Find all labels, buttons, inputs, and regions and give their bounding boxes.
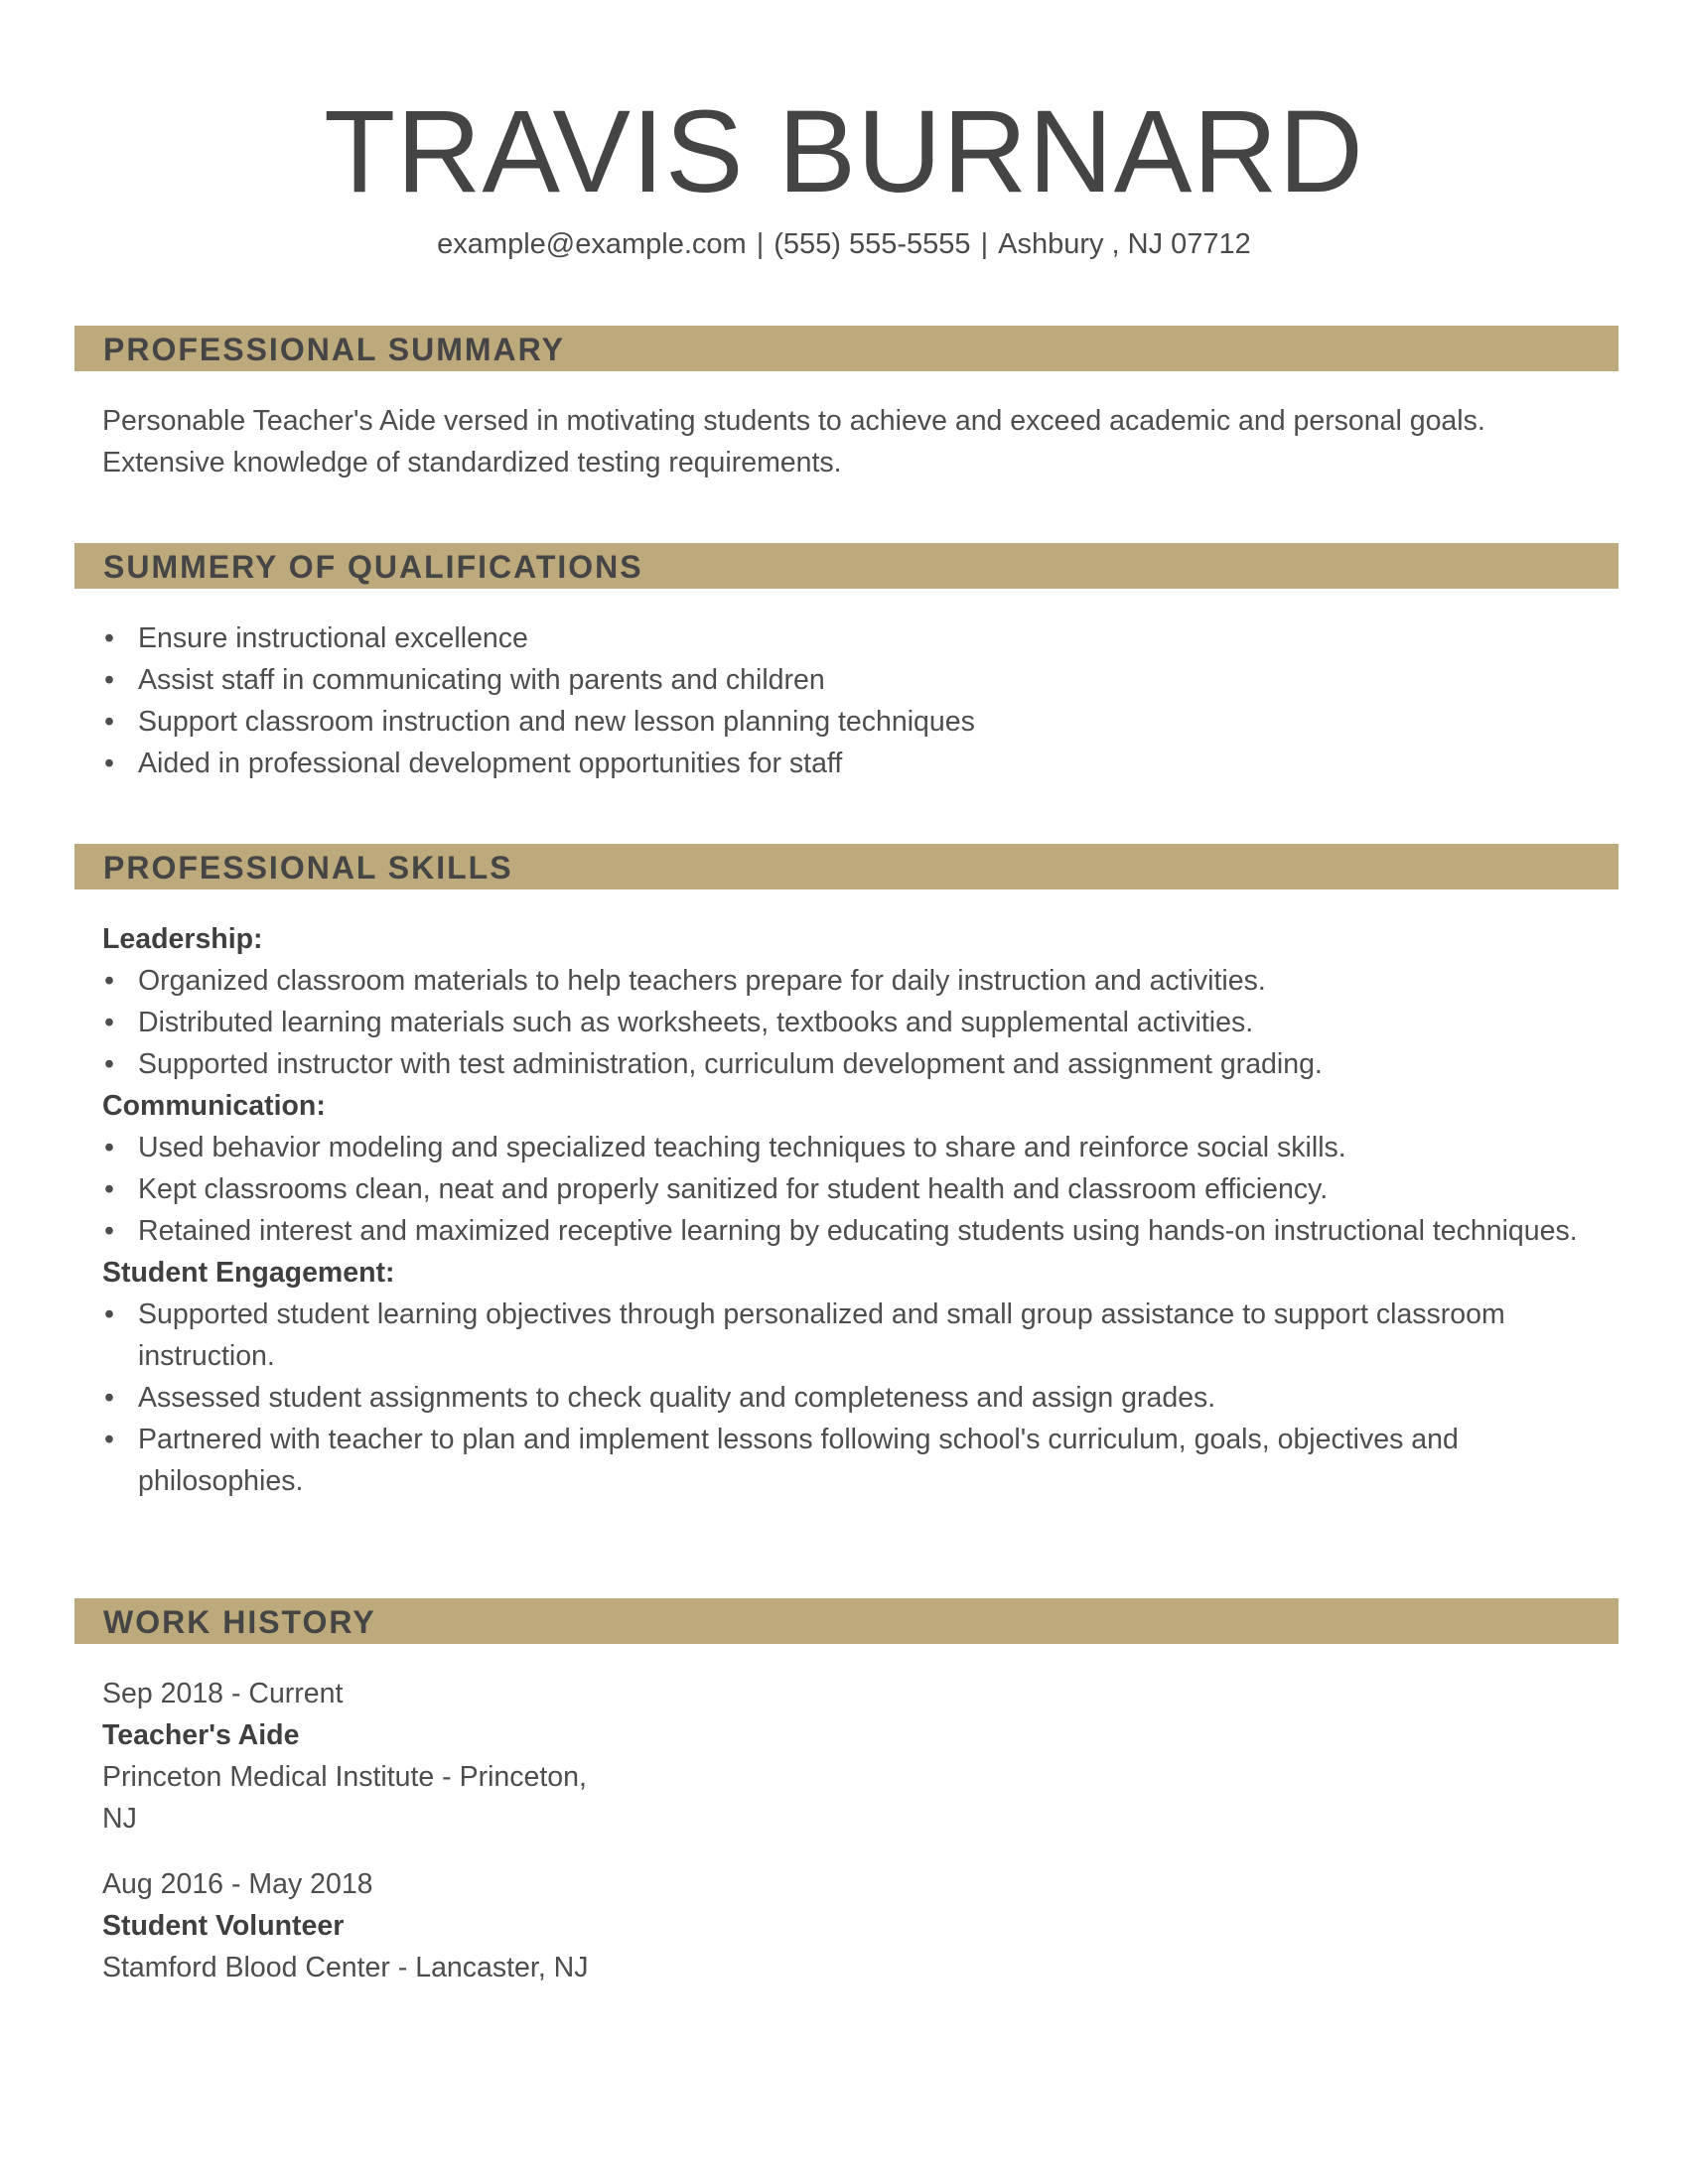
skills-block <box>102 918 1602 1502</box>
qualifications-heading-bar <box>74 543 1618 589</box>
work-heading-bar <box>74 1598 1618 1644</box>
contact-line <box>0 226 1688 262</box>
summary-heading-bar <box>74 326 1618 371</box>
job-entry <box>102 1863 1602 1988</box>
skill-group-title: Student Engagement: <box>102 1257 395 1289</box>
list-item: • Support classroom instruction and new lesson planning techniques <box>102 701 1602 743</box>
contact-phone: (555) 555-5555 <box>774 228 971 260</box>
contact-location: Ashbury , NJ 07712 <box>998 228 1251 260</box>
job-dates: Sep 2018 - Current <box>102 1678 344 1709</box>
list-item: • Aided in professional development opportunities for staff <box>102 743 1602 784</box>
skills-heading: PROFESSIONAL SKILLS <box>103 850 513 886</box>
skill-group-title: Leadership: <box>102 923 263 955</box>
skill-group-title: Communication: <box>102 1090 326 1122</box>
summary-text: Personable Teacher's Aide versed in motivating students to achieve and exceed academic and personal goals. Extensive knowledge of standardized testing requirements. <box>102 405 1485 478</box>
work-block <box>102 1673 1602 2012</box>
list-item: • Distributed learning materials such as worksheets, textbooks and supplemental activities. <box>102 1002 1602 1043</box>
skill-group-list <box>102 1127 1602 1252</box>
list-item: • Used behavior modeling and specialized teaching techniques to share and reinforce social skills. <box>102 1127 1602 1168</box>
job-dates: Aug 2016 - May 2018 <box>102 1868 373 1900</box>
candidate-name: TRAVIS BURNARD <box>324 86 1364 217</box>
skill-group-list <box>102 960 1602 1085</box>
list-item: • Organized classroom materials to help teachers prepare for daily instruction and activities. <box>102 960 1602 1002</box>
qualifications-heading: SUMMERY OF QUALIFICATIONS <box>103 549 643 585</box>
list-item: • Partnered with teacher to plan and implement lessons following school's curriculum, goals, objectives and philosophies. <box>102 1419 1602 1502</box>
list-item: • Assessed student assignments to check quality and completeness and assign grades. <box>102 1377 1602 1419</box>
work-heading: WORK HISTORY <box>103 1604 376 1640</box>
qualifications-block <box>102 617 1602 784</box>
list-item: • Kept classrooms clean, neat and properly sanitized for student health and classroom efficiency. <box>102 1168 1602 1210</box>
job-title: Teacher's Aide <box>102 1719 300 1751</box>
summary-heading: PROFESSIONAL SUMMARY <box>103 332 565 367</box>
list-item: • Ensure instructional excellence <box>102 617 1602 659</box>
qualifications-list <box>102 617 1602 784</box>
contact-separator: | <box>980 228 989 260</box>
list-item: • Assist staff in communicating with parents and children <box>102 659 1602 701</box>
job-title: Student Volunteer <box>102 1910 345 1942</box>
contact-separator: | <box>756 228 765 260</box>
list-item: • Supported student learning objectives through personalized and small group assistance to support classroom instruction. <box>102 1294 1602 1377</box>
job-entry <box>102 1673 1602 1840</box>
summary-block <box>102 400 1602 483</box>
list-item: • Retained interest and maximized receptive learning by educating students using hands-on instructional techniques. <box>102 1210 1602 1252</box>
list-item: • Supported instructor with test administration, curriculum development and assignment grading. <box>102 1043 1602 1085</box>
job-company: Stamford Blood Center - Lancaster, NJ <box>102 1952 589 1983</box>
contact-email: example@example.com <box>437 228 747 260</box>
job-company: Princeton Medical Institute - Princeton, NJ <box>102 1761 587 1835</box>
skill-group-list <box>102 1294 1602 1502</box>
skills-heading-bar <box>74 844 1618 889</box>
